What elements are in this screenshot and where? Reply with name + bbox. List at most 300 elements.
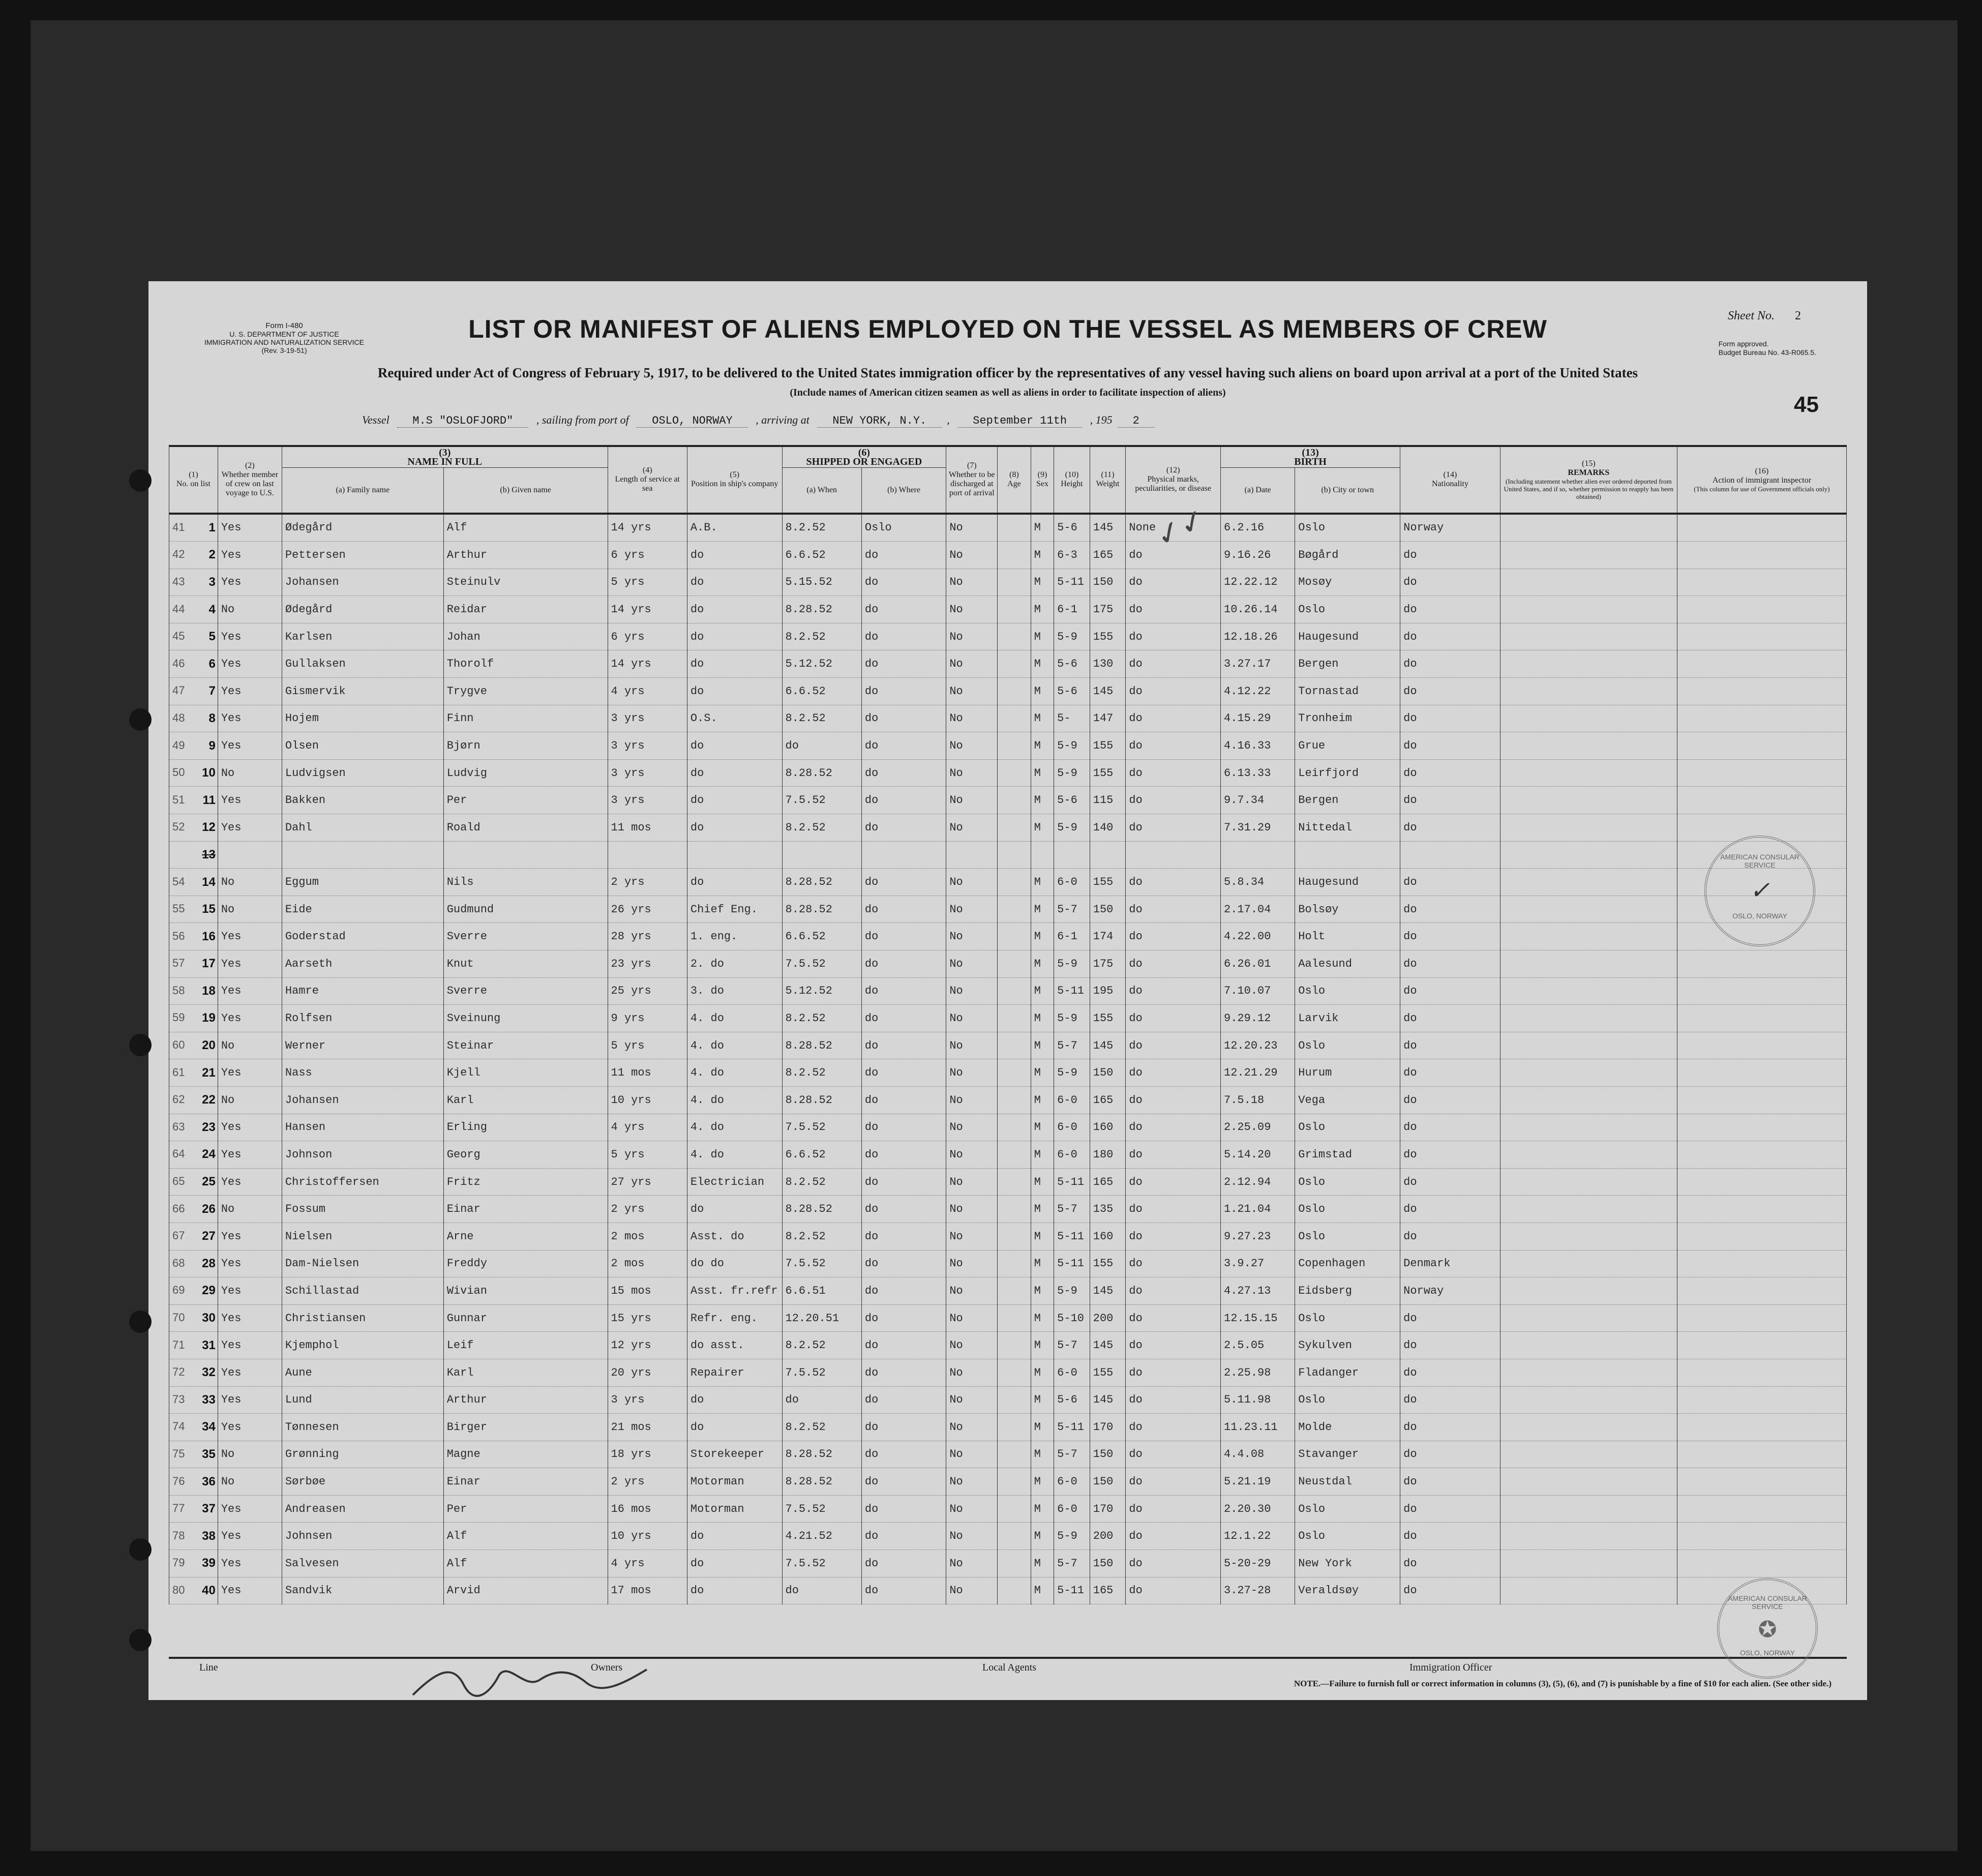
consular-seal xyxy=(1717,1578,1818,1679)
crew-row xyxy=(169,650,1847,678)
height-cell: 5-11 xyxy=(1054,1168,1090,1196)
remarks-cell xyxy=(1500,1414,1677,1441)
sex-cell: M xyxy=(1031,1359,1054,1386)
family-name-cell: Nass xyxy=(282,1059,443,1087)
remarks-cell xyxy=(1500,1468,1677,1496)
col-height-num: (10) xyxy=(1065,470,1079,480)
list-number: 19 xyxy=(202,1011,216,1025)
birth-city-cell: Oslo xyxy=(1295,1223,1400,1250)
shipped-when-cell: 7.5.52 xyxy=(782,950,861,978)
weight-cell: 155 xyxy=(1090,1359,1126,1386)
weight-cell: 145 xyxy=(1090,1332,1126,1359)
footer-owners-label: Owners xyxy=(591,1662,623,1673)
margin-number: 49 xyxy=(172,738,185,752)
margin-number: 48 xyxy=(172,711,185,724)
birth-city-cell: Aalesund xyxy=(1295,950,1400,978)
eagle-seal-icon: ✪ xyxy=(1758,1617,1777,1642)
list-number-cell xyxy=(169,1032,218,1059)
sex-cell: M xyxy=(1031,1468,1054,1496)
form-service: IMMIGRATION AND NATURALIZATION SERVICE xyxy=(204,338,364,346)
list-number-cell xyxy=(169,514,218,542)
birth-city-cell: Eidsberg xyxy=(1295,1277,1400,1305)
sex-cell: M xyxy=(1031,1250,1054,1277)
given-name-cell: Steinar xyxy=(443,1032,608,1059)
col-remarks xyxy=(1500,446,1677,514)
last-voyage-cell: Yes xyxy=(218,1495,282,1523)
position-cell: do xyxy=(687,787,782,814)
vessel-line: Vessel M.S "OSLOFJORD" , sailing from port of OSLO, NORWAY , arriving at NEW YORK, N.Y. , September 11th , 195 2 xyxy=(362,413,1160,428)
birth-city-cell: Oslo xyxy=(1295,1168,1400,1196)
given-name-cell: Roald xyxy=(443,814,608,842)
shipped-when-cell: 6.6.52 xyxy=(782,542,861,569)
marks-cell: do xyxy=(1126,1495,1221,1523)
family-name-cell: Hansen xyxy=(282,1114,443,1141)
list-number-cell xyxy=(169,1332,218,1359)
punch-hole-icon xyxy=(129,1629,152,1651)
margin-number: 76 xyxy=(172,1474,185,1487)
birth-date-cell: 7.31.29 xyxy=(1221,814,1295,842)
nationality-cell: Denmark xyxy=(1400,1250,1500,1277)
discharged-cell: No xyxy=(946,1223,998,1250)
position-cell: do xyxy=(687,1550,782,1577)
position-cell: do xyxy=(687,1523,782,1550)
height-cell: 5-11 xyxy=(1054,1414,1090,1441)
col-discharged-label: Whether to be discharged at port of arrival xyxy=(948,470,995,498)
remarks-cell xyxy=(1500,1168,1677,1196)
family-name-cell: Eide xyxy=(282,896,443,923)
birth-city-cell: Oslo xyxy=(1295,1114,1400,1141)
service-cell: 15 mos xyxy=(608,1277,687,1305)
shipped-when-cell: 5.15.52 xyxy=(782,569,861,596)
punch-hole-icon xyxy=(129,1311,152,1333)
birth-date-cell: 12.20.23 xyxy=(1221,1032,1295,1059)
position-cell: Electrician xyxy=(687,1168,782,1196)
list-number: 4 xyxy=(208,602,216,616)
crew-row xyxy=(169,1359,1847,1386)
last-voyage-cell: Yes xyxy=(218,542,282,569)
list-number: 38 xyxy=(202,1529,216,1543)
shipped-where-cell: do xyxy=(861,1332,946,1359)
service-cell: 10 yrs xyxy=(608,1523,687,1550)
age-cell xyxy=(998,705,1031,732)
birth-date-cell: 5.21.19 xyxy=(1221,1468,1295,1496)
col-remarks-num: (15) xyxy=(1582,459,1596,468)
height-cell: 5-11 xyxy=(1054,1223,1090,1250)
weight-cell: 140 xyxy=(1090,814,1126,842)
crew-row xyxy=(169,1141,1847,1169)
age-cell xyxy=(998,1523,1031,1550)
service-cell: 11 mos xyxy=(608,1059,687,1087)
family-name-cell: Sørbøe xyxy=(282,1468,443,1496)
arrival-date: September 11th xyxy=(957,414,1082,428)
height-cell: 5-7 xyxy=(1054,1032,1090,1059)
sex-cell: M xyxy=(1031,1550,1054,1577)
sex-cell: M xyxy=(1031,1277,1054,1305)
last-voyage-cell: Yes xyxy=(218,1114,282,1141)
shipped-when-cell: 8.28.52 xyxy=(782,1441,861,1468)
height-cell: 5-9 xyxy=(1054,1523,1090,1550)
age-cell xyxy=(998,1141,1031,1169)
manifest-title: LIST OR MANIFEST OF ALIENS EMPLOYED ON THE VESSEL AS MEMBERS OF CREW xyxy=(468,315,1547,343)
margin-number: 50 xyxy=(172,766,185,779)
col-age xyxy=(998,446,1031,514)
height-cell: 5-9 xyxy=(1054,1277,1090,1305)
shipped-where-cell: do xyxy=(861,1032,946,1059)
shipped-where-cell: do xyxy=(861,1141,946,1169)
discharged-cell: No xyxy=(946,1032,998,1059)
nationality-cell: Norway xyxy=(1400,1277,1500,1305)
shipped-where-cell: do xyxy=(861,1114,946,1141)
last-voyage-cell: Yes xyxy=(218,1223,282,1250)
crew-row xyxy=(169,1032,1847,1059)
margin-number: 80 xyxy=(172,1583,185,1596)
margin-number: 66 xyxy=(172,1202,185,1215)
discharged-cell: No xyxy=(946,650,998,678)
margin-number: 70 xyxy=(172,1311,185,1324)
crew-row xyxy=(169,623,1847,650)
marks-cell: do xyxy=(1126,1468,1221,1496)
shipped-where-cell: do xyxy=(861,1223,946,1250)
given-name-cell: Leif xyxy=(443,1332,608,1359)
form-rev: (Rev. 3-19-51) xyxy=(261,346,307,354)
punch-hole-icon xyxy=(129,1034,152,1056)
service-cell: 9 yrs xyxy=(608,1005,687,1032)
service-cell: 16 mos xyxy=(608,1495,687,1523)
shipped-where-cell: do xyxy=(861,1250,946,1277)
birth-date-cell: 2.12.94 xyxy=(1221,1168,1295,1196)
discharged-cell: No xyxy=(946,1168,998,1196)
height-cell: 5-9 xyxy=(1054,1059,1090,1087)
list-number-cell xyxy=(169,923,218,950)
birth-city-cell: Hurum xyxy=(1295,1059,1400,1087)
family-name-cell: Eggum xyxy=(282,869,443,896)
shipped-when-cell: 8.2.52 xyxy=(782,814,861,842)
service-cell: 6 yrs xyxy=(608,542,687,569)
birth-city-cell: Grue xyxy=(1295,732,1400,760)
margin-number: 72 xyxy=(172,1365,185,1379)
shipped-when-cell: 12.20.51 xyxy=(782,1304,861,1332)
age-cell xyxy=(998,678,1031,705)
birth-city-cell: Tronheim xyxy=(1295,705,1400,732)
remarks-cell xyxy=(1500,814,1677,842)
inspector-cell xyxy=(1677,542,1846,569)
last-voyage-cell: Yes xyxy=(218,1168,282,1196)
family-name-cell: Aune xyxy=(282,1359,443,1386)
shipped-where-cell: do xyxy=(861,1059,946,1087)
list-number-cell xyxy=(169,950,218,978)
birth-city-cell: Oslo xyxy=(1295,1304,1400,1332)
col-name xyxy=(282,446,608,468)
nationality-cell: do xyxy=(1400,787,1500,814)
last-voyage-cell: No xyxy=(218,1441,282,1468)
remarks-cell xyxy=(1500,1332,1677,1359)
birth-city-cell: Bolsøy xyxy=(1295,896,1400,923)
discharged-cell: No xyxy=(946,1086,998,1114)
crew-row xyxy=(169,977,1847,1005)
last-voyage-cell: Yes xyxy=(218,923,282,950)
position-cell: do xyxy=(687,814,782,842)
last-voyage-cell: Yes xyxy=(218,1250,282,1277)
col-where: (b) Where xyxy=(861,468,946,514)
position-cell: do do xyxy=(687,1250,782,1277)
birth-city-cell: Oslo xyxy=(1295,1032,1400,1059)
inspector-cell xyxy=(1677,1332,1846,1359)
discharged-cell: No xyxy=(946,1414,998,1441)
nationality-cell: do xyxy=(1400,1223,1500,1250)
inspector-cell xyxy=(1677,1304,1846,1332)
position-cell: do asst. xyxy=(687,1332,782,1359)
crew-row xyxy=(169,1304,1847,1332)
age-cell xyxy=(998,1059,1031,1087)
footer-line-label: Line xyxy=(199,1662,218,1673)
crew-row xyxy=(169,1250,1847,1277)
nationality-cell: do xyxy=(1400,569,1500,596)
birth-date-cell: 4.15.29 xyxy=(1221,705,1295,732)
height-cell: 5-9 xyxy=(1054,1005,1090,1032)
age-cell xyxy=(998,1304,1031,1332)
discharged-cell: No xyxy=(946,623,998,650)
margin-number: 52 xyxy=(172,820,185,833)
shipped-where-cell: do xyxy=(861,977,946,1005)
remarks-cell xyxy=(1500,1523,1677,1550)
position-cell: O.S. xyxy=(687,705,782,732)
discharged-cell: No xyxy=(946,705,998,732)
position-cell: 3. do xyxy=(687,977,782,1005)
marks-cell: do xyxy=(1126,1086,1221,1114)
marks-cell: do xyxy=(1126,1277,1221,1305)
remarks-cell xyxy=(1500,1495,1677,1523)
marks-cell: do xyxy=(1126,542,1221,569)
discharged-cell: No xyxy=(946,1550,998,1577)
marks-cell: do xyxy=(1126,869,1221,896)
list-number: 5 xyxy=(208,630,216,644)
given-name-cell: Finn xyxy=(443,705,608,732)
shipped-where-cell: do xyxy=(861,1086,946,1114)
shipped-when-cell: 6.6.52 xyxy=(782,678,861,705)
given-name-cell: Gunnar xyxy=(443,1304,608,1332)
shipped-where-cell: Oslo xyxy=(861,514,946,542)
crew-row xyxy=(169,1550,1847,1577)
arriving-port: NEW YORK, N.Y. xyxy=(817,414,942,428)
list-number: 40 xyxy=(202,1583,216,1597)
family-name-cell: Olsen xyxy=(282,732,443,760)
shipped-when-cell: 8.2.52 xyxy=(782,1168,861,1196)
margin-number: 61 xyxy=(172,1065,185,1079)
birth-date-cell: 5.11.98 xyxy=(1221,1386,1295,1414)
inspector-cell xyxy=(1677,1386,1846,1414)
nationality-cell: do xyxy=(1400,1005,1500,1032)
list-number: 34 xyxy=(202,1420,216,1434)
age-cell xyxy=(998,1196,1031,1223)
birth-date-cell: 5.8.34 xyxy=(1221,869,1295,896)
list-number-cell xyxy=(169,1414,218,1441)
sex-cell: M xyxy=(1031,1441,1054,1468)
nationality-cell: do xyxy=(1400,1114,1500,1141)
birth-date-cell: 4.27.13 xyxy=(1221,1277,1295,1305)
birth-date-cell: 3.27-28 xyxy=(1221,1577,1295,1604)
col-name-label: NAME IN FULL xyxy=(407,456,483,467)
col-inspector xyxy=(1677,446,1846,514)
age-cell xyxy=(998,1441,1031,1468)
inspector-cell xyxy=(1677,977,1846,1005)
shipped-when-cell: 8.28.52 xyxy=(782,1468,861,1496)
col-position xyxy=(687,446,782,514)
shipped-when-cell: 6.6.52 xyxy=(782,923,861,950)
birth-date-cell: 10.26.14 xyxy=(1221,596,1295,623)
col-sex-label: Sex xyxy=(1036,480,1048,489)
crew-row xyxy=(169,569,1847,596)
nationality-cell: Norway xyxy=(1400,514,1500,542)
birth-date-cell: 6.26.01 xyxy=(1221,950,1295,978)
nationality-cell: do xyxy=(1400,896,1500,923)
shipped-where-cell: do xyxy=(861,869,946,896)
remarks-cell xyxy=(1500,977,1677,1005)
list-number: 2 xyxy=(208,548,216,562)
age-cell xyxy=(998,1168,1031,1196)
service-cell: 4 yrs xyxy=(608,678,687,705)
list-number: 20 xyxy=(202,1038,216,1053)
col-birth-label: BIRTH xyxy=(1294,456,1327,467)
approval-note xyxy=(1719,340,1816,357)
shipped-where-cell: do xyxy=(861,596,946,623)
sex-cell: M xyxy=(1031,678,1054,705)
given-name-cell: Steinulv xyxy=(443,569,608,596)
crew-table xyxy=(169,445,1847,1604)
margin-number: 41 xyxy=(172,520,185,533)
sex-cell: M xyxy=(1031,869,1054,896)
list-number-cell xyxy=(169,759,218,787)
family-name-cell: Salvesen xyxy=(282,1550,443,1577)
given-name-cell: Reidar xyxy=(443,596,608,623)
marks-cell: do xyxy=(1126,1196,1221,1223)
given-name-cell: Kjell xyxy=(443,1059,608,1087)
birth-city-cell: Vega xyxy=(1295,1086,1400,1114)
margin-number: 42 xyxy=(172,548,185,561)
service-cell: 2 mos xyxy=(608,1250,687,1277)
remarks-cell xyxy=(1500,1032,1677,1059)
marks-cell: do xyxy=(1126,923,1221,950)
nationality-cell: do xyxy=(1400,1441,1500,1468)
discharged-cell: No xyxy=(946,1332,998,1359)
last-voyage-cell: Yes xyxy=(218,1414,282,1441)
family-name-cell: Goderstad xyxy=(282,923,443,950)
col-when: (a) When xyxy=(782,468,861,514)
birth-city-cell: Larvik xyxy=(1295,1005,1400,1032)
page-number: 45 xyxy=(1794,392,1819,417)
handwritten-tick-icon: ✓✓ xyxy=(1150,501,1211,554)
birth-date-cell: 6.13.33 xyxy=(1221,759,1295,787)
approval-line2: Budget Bureau No. 43-R065.5. xyxy=(1718,348,1816,356)
age-cell xyxy=(998,1250,1031,1277)
shipped-where-cell: do xyxy=(861,1550,946,1577)
age-cell xyxy=(998,977,1031,1005)
margin-number: 51 xyxy=(172,793,185,806)
list-number-cell xyxy=(169,1005,218,1032)
inspector-cell xyxy=(1677,705,1846,732)
nationality-cell xyxy=(1400,841,1500,869)
list-number: 23 xyxy=(202,1120,216,1134)
given-name-cell: Karl xyxy=(443,1359,608,1386)
position-cell: do xyxy=(687,759,782,787)
weight-cell: 130 xyxy=(1090,650,1126,678)
inspector-cell xyxy=(1677,1086,1846,1114)
given-name-cell: Per xyxy=(443,787,608,814)
birth-city-cell: Oslo xyxy=(1295,596,1400,623)
list-number: 10 xyxy=(202,766,216,780)
shipped-where-cell: do xyxy=(861,1359,946,1386)
sex-cell: M xyxy=(1031,732,1054,760)
marks-cell: do xyxy=(1126,705,1221,732)
marks-cell: do xyxy=(1126,1386,1221,1414)
family-name-cell: Gismervik xyxy=(282,678,443,705)
weight-cell: 200 xyxy=(1090,1523,1126,1550)
margin-number: 46 xyxy=(172,657,185,670)
last-voyage-cell: Yes xyxy=(218,814,282,842)
position-cell: do xyxy=(687,678,782,705)
list-number-cell xyxy=(169,650,218,678)
shipped-when-cell: 8.28.52 xyxy=(782,1032,861,1059)
age-cell xyxy=(998,732,1031,760)
marks-cell: do xyxy=(1126,623,1221,650)
family-name-cell xyxy=(282,841,443,869)
list-number: 28 xyxy=(202,1256,216,1270)
col-birth-city: (b) City or town xyxy=(1295,468,1400,514)
col-service-label: Length of service at sea xyxy=(615,475,680,493)
family-name-cell: Andreasen xyxy=(282,1495,443,1523)
discharged-cell: No xyxy=(946,1495,998,1523)
height-cell: 5-7 xyxy=(1054,1196,1090,1223)
position-cell: do xyxy=(687,1196,782,1223)
service-cell: 10 yrs xyxy=(608,1086,687,1114)
birth-date-cell: 2.25.09 xyxy=(1221,1114,1295,1141)
last-voyage-cell: No xyxy=(218,1032,282,1059)
remarks-cell xyxy=(1500,1304,1677,1332)
list-number-cell xyxy=(169,542,218,569)
shipped-where-cell: do xyxy=(861,1168,946,1196)
inspector-cell xyxy=(1677,1468,1846,1496)
height-cell: 6-0 xyxy=(1054,869,1090,896)
birth-date-cell: 5.14.20 xyxy=(1221,1141,1295,1169)
given-name-cell: Per xyxy=(443,1495,608,1523)
birth-date-cell: 2.25.98 xyxy=(1221,1359,1295,1386)
margin-number: 71 xyxy=(172,1338,185,1351)
age-cell xyxy=(998,1386,1031,1414)
position-cell: do xyxy=(687,542,782,569)
list-number-cell xyxy=(169,1386,218,1414)
col-marks-num: (12) xyxy=(1166,466,1180,475)
remarks-cell xyxy=(1500,787,1677,814)
shipped-when-cell: 6.6.52 xyxy=(782,1141,861,1169)
position-cell: do xyxy=(687,1386,782,1414)
position-cell: do xyxy=(687,623,782,650)
last-voyage-cell: Yes xyxy=(218,787,282,814)
col-age-label: Age xyxy=(1007,480,1021,489)
list-number-cell xyxy=(169,678,218,705)
crew-row xyxy=(169,514,1847,542)
service-cell: 20 yrs xyxy=(608,1359,687,1386)
crew-row xyxy=(169,1059,1847,1087)
col-weight-label: Weight xyxy=(1096,480,1120,489)
crew-row xyxy=(169,1086,1847,1114)
age-cell xyxy=(998,950,1031,978)
col-name-num: (3) xyxy=(439,447,451,458)
margin-number: 73 xyxy=(172,1392,185,1406)
sex-cell: M xyxy=(1031,896,1054,923)
last-voyage-cell: Yes xyxy=(218,569,282,596)
height-cell: 5- xyxy=(1054,705,1090,732)
inspector-cell xyxy=(1677,514,1846,542)
manifest-subtitle: Required under Act of Congress of February 5, 1917, to be delivered to the United States immigration officer by the representatives of any vessel having such aliens on board upon arrival at a port of the United States xyxy=(377,365,1638,380)
